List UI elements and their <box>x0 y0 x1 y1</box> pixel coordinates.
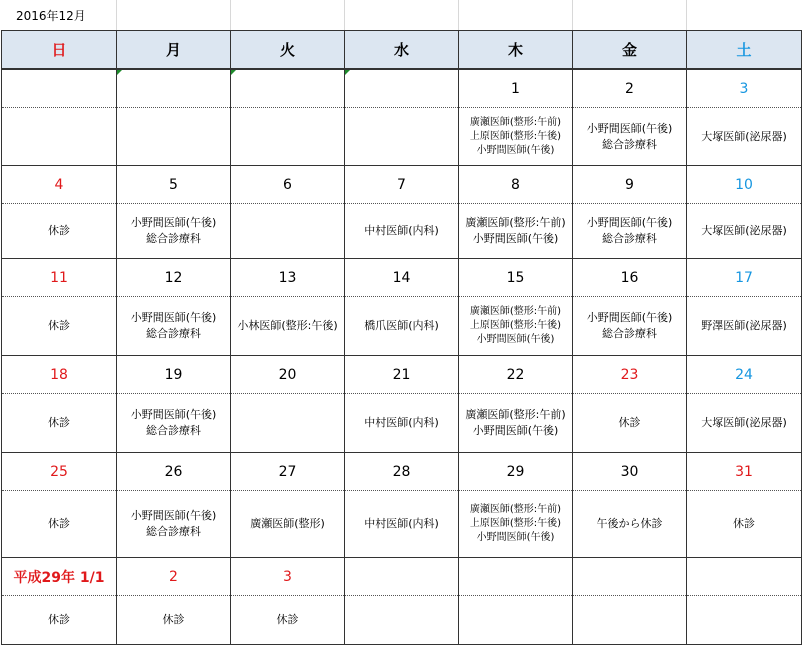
grid-line <box>458 0 459 30</box>
day-note-cell[interactable] <box>117 491 231 558</box>
week-note-row <box>2 596 802 645</box>
week-note-row <box>2 394 802 453</box>
schedule-note: 休診 <box>48 613 70 626</box>
week-day-row <box>2 453 802 491</box>
day-note-cell[interactable] <box>117 297 231 356</box>
schedule-note: 廣瀬医師(整形:午前) <box>469 504 562 515</box>
schedule-note: 大塚医師(泌尿器) <box>701 224 787 237</box>
day-number-cell[interactable] <box>2 69 117 108</box>
schedule-note: 中村医師(内科) <box>364 517 439 530</box>
schedule-note: 中村医師(内科) <box>364 416 439 429</box>
day-number: 14 <box>392 269 411 286</box>
schedule-note: 廣瀬医師(整形:午前) <box>469 116 562 128</box>
day-number-cell[interactable] <box>687 166 802 204</box>
grid-line <box>572 0 573 30</box>
weekday-header-fri: 金 <box>573 31 687 70</box>
schedule-note: 上原医師(整形:午後) <box>469 518 562 529</box>
day-note-cell[interactable] <box>2 596 117 645</box>
schedule-note: 小野間医師(午後) <box>476 144 555 156</box>
day-number: 23 <box>620 366 639 383</box>
day-number: 27 <box>278 463 297 480</box>
day-number-cell[interactable] <box>345 356 459 394</box>
schedule-note: 小野間医師(午後) <box>586 121 673 135</box>
day-note-cell[interactable] <box>687 394 802 453</box>
day-note-cell[interactable] <box>345 596 459 645</box>
day-number-cell[interactable] <box>687 356 802 394</box>
day-note-cell[interactable] <box>117 394 231 453</box>
day-number: 15 <box>506 269 525 286</box>
day-number-cell[interactable] <box>345 166 459 204</box>
day-note-cell[interactable] <box>345 204 459 259</box>
schedule-note: 上原医師(整形:午後) <box>469 130 562 142</box>
day-number: 12 <box>164 269 183 286</box>
day-number: 5 <box>169 176 178 193</box>
day-note-cell[interactable] <box>2 204 117 259</box>
day-note-cell[interactable] <box>459 491 573 558</box>
day-number-cell[interactable] <box>687 69 802 108</box>
day-note-cell[interactable] <box>2 394 117 453</box>
day-number: 25 <box>50 463 68 480</box>
day-number-cell[interactable] <box>573 356 687 394</box>
day-note-cell[interactable] <box>345 394 459 453</box>
schedule-note: 休診 <box>618 416 641 429</box>
day-number-cell[interactable] <box>573 166 687 204</box>
calendar-table <box>1 30 802 645</box>
day-number-cell[interactable] <box>459 453 573 491</box>
day-number-cell[interactable] <box>687 259 802 297</box>
day-number-cell[interactable] <box>345 453 459 491</box>
day-note-cell[interactable] <box>687 297 802 356</box>
day-note-cell[interactable] <box>231 108 345 166</box>
schedule-note: 休診 <box>276 613 299 626</box>
day-note-cell[interactable] <box>345 108 459 166</box>
day-number-cell[interactable] <box>2 453 117 491</box>
day-note-cell[interactable] <box>687 596 802 645</box>
grid-line <box>116 0 117 30</box>
day-note-cell[interactable] <box>573 394 687 453</box>
schedule-note: 休診 <box>162 613 185 626</box>
day-number: 1 <box>511 80 520 97</box>
grid-line <box>686 0 687 30</box>
schedule-note: 総合診療科 <box>602 137 657 151</box>
day-note-cell[interactable] <box>459 108 573 166</box>
day-number: 18 <box>50 366 68 383</box>
day-number-cell[interactable] <box>117 166 231 204</box>
day-number: 16 <box>620 269 639 286</box>
day-number: 29 <box>506 463 525 480</box>
day-note-cell[interactable] <box>231 491 345 558</box>
grid-line <box>344 0 345 30</box>
schedule-note: 総合診療科 <box>146 525 201 538</box>
day-number: 3 <box>739 80 749 97</box>
day-note-cell[interactable] <box>687 491 802 558</box>
day-number-cell[interactable] <box>117 558 231 596</box>
day-note-cell[interactable] <box>573 297 687 356</box>
day-number: 3 <box>283 568 292 585</box>
day-number-cell[interactable] <box>2 259 117 297</box>
week-day-row <box>2 356 802 394</box>
schedule-note: 休診 <box>48 224 70 237</box>
day-number: 8 <box>511 176 520 193</box>
day-note-cell[interactable] <box>573 204 687 259</box>
day-number-cell[interactable] <box>2 356 117 394</box>
day-number: 21 <box>392 366 411 383</box>
schedule-note: 総合診療科 <box>602 327 657 340</box>
day-note-cell[interactable] <box>345 491 459 558</box>
week-note-row <box>2 297 802 356</box>
day-number-cell[interactable] <box>459 558 573 596</box>
schedule-note: 休診 <box>733 517 755 530</box>
schedule-note: 小野間医師(午後) <box>476 334 555 345</box>
schedule-note: 小野間医師(午後) <box>130 311 217 324</box>
grid-line <box>230 0 231 30</box>
day-number: 17 <box>735 269 753 286</box>
weekday-header-row <box>2 31 802 70</box>
schedule-note: 総合診療科 <box>146 232 201 245</box>
day-number-cell[interactable] <box>459 356 573 394</box>
day-number: 31 <box>735 463 753 480</box>
day-note-cell[interactable] <box>231 394 345 453</box>
week-day-row <box>2 166 802 204</box>
weekday-header-tue: 火 <box>231 31 345 70</box>
day-number-cell[interactable] <box>117 453 231 491</box>
day-number: 28 <box>392 463 411 480</box>
week-day-row <box>2 69 802 108</box>
day-note-cell[interactable] <box>573 108 687 166</box>
day-number: 26 <box>164 463 183 480</box>
weekday-header-mon: 月 <box>117 31 231 70</box>
day-number: 19 <box>164 366 183 383</box>
schedule-note: 休診 <box>48 416 70 429</box>
day-number: 22 <box>506 366 525 383</box>
day-number: 10 <box>735 176 753 193</box>
schedule-note: 中村医師(内科) <box>364 224 439 237</box>
day-number: 30 <box>620 463 639 480</box>
schedule-note: 小野間医師(午後) <box>586 216 673 229</box>
day-number-cell[interactable] <box>573 453 687 491</box>
week-note-row <box>2 108 802 166</box>
weekday-header-sun: 日 <box>2 31 117 70</box>
day-number-cell[interactable] <box>231 259 345 297</box>
day-note-cell[interactable] <box>459 596 573 645</box>
day-number-cell[interactable] <box>117 259 231 297</box>
schedule-note: 小野間医師(午後) <box>130 509 217 522</box>
day-note-cell[interactable] <box>459 204 573 259</box>
day-number-cell[interactable] <box>231 356 345 394</box>
schedule-note: 午後から休診 <box>596 517 663 530</box>
day-number: 2 <box>169 568 178 585</box>
weekday-header-thu: 木 <box>459 31 573 70</box>
day-number: 4 <box>54 176 64 193</box>
schedule-note: 小林医師(整形:午後) <box>237 319 338 332</box>
schedule-note: 小野間医師(午後) <box>476 532 555 543</box>
schedule-note: 総合診療科 <box>146 424 201 437</box>
schedule-note: 小野間医師(午後) <box>472 424 559 437</box>
day-number: 平成29年 1/1 <box>13 569 105 586</box>
week-day-row <box>2 558 802 596</box>
day-note-cell[interactable] <box>573 596 687 645</box>
day-number-cell[interactable] <box>345 69 459 108</box>
week-day-row <box>2 259 802 297</box>
day-number: 11 <box>50 269 68 286</box>
week-note-row <box>2 204 802 259</box>
schedule-note: 小野間医師(午後) <box>472 232 559 245</box>
day-number-cell[interactable] <box>231 558 345 596</box>
comment-marker-icon <box>117 70 122 75</box>
day-note-cell[interactable] <box>573 491 687 558</box>
schedule-note: 総合診療科 <box>146 327 201 340</box>
schedule-note: 上原医師(整形:午後) <box>469 320 562 331</box>
day-number-cell[interactable] <box>459 259 573 297</box>
comment-marker-icon <box>231 70 236 75</box>
day-number: 2 <box>625 80 634 97</box>
day-note-cell[interactable] <box>687 108 802 166</box>
schedule-note: 廣瀬医師(整形:午前) <box>465 408 566 421</box>
schedule-note: 総合診療科 <box>602 232 657 245</box>
day-note-cell[interactable] <box>231 204 345 259</box>
day-note-cell[interactable] <box>2 491 117 558</box>
day-note-cell[interactable] <box>117 596 231 645</box>
day-number: 6 <box>283 176 292 193</box>
schedule-note: 廣瀬医師(整形:午前) <box>469 306 562 317</box>
schedule-note: 休診 <box>48 319 70 332</box>
weekday-header-wed: 水 <box>345 31 459 70</box>
day-note-cell[interactable] <box>231 596 345 645</box>
schedule-note: 橋爪医師(内科) <box>364 319 439 332</box>
day-number-cell[interactable] <box>2 558 117 596</box>
day-number: 13 <box>278 269 297 286</box>
calendar-body <box>2 31 802 645</box>
day-number-cell[interactable] <box>2 166 117 204</box>
schedule-note: 小野間医師(午後) <box>130 408 217 421</box>
day-number-cell[interactable] <box>687 558 802 596</box>
day-number-cell[interactable] <box>231 453 345 491</box>
schedule-note: 大塚医師(泌尿器) <box>701 416 787 429</box>
day-number-cell[interactable] <box>345 259 459 297</box>
day-number-cell[interactable] <box>231 69 345 108</box>
day-note-cell[interactable] <box>345 297 459 356</box>
schedule-note: 休診 <box>48 517 70 530</box>
day-number-cell[interactable] <box>573 69 687 108</box>
day-number-cell[interactable] <box>573 558 687 596</box>
weekday-header-sat: 土 <box>687 31 802 70</box>
day-note-cell[interactable] <box>117 204 231 259</box>
day-note-cell[interactable] <box>2 108 117 166</box>
day-number-cell[interactable] <box>117 356 231 394</box>
schedule-note: 小野間医師(午後) <box>130 216 217 229</box>
day-number-cell[interactable] <box>231 166 345 204</box>
schedule-note: 小野間医師(午後) <box>586 311 673 324</box>
day-note-cell[interactable] <box>687 204 802 259</box>
week-note-row <box>2 491 802 558</box>
schedule-note: 野澤医師(泌尿器) <box>701 319 787 332</box>
day-note-cell[interactable] <box>459 297 573 356</box>
calendar-title: 2016年12月 <box>16 9 86 23</box>
day-number-cell[interactable] <box>459 166 573 204</box>
day-note-cell[interactable] <box>117 108 231 166</box>
day-number-cell[interactable] <box>117 69 231 108</box>
day-number: 7 <box>397 176 406 193</box>
day-note-cell[interactable] <box>459 394 573 453</box>
schedule-note: 大塚医師(泌尿器) <box>701 129 787 143</box>
day-number: 9 <box>625 176 634 193</box>
day-number-cell[interactable] <box>345 558 459 596</box>
day-note-cell[interactable] <box>2 297 117 356</box>
day-number-cell[interactable] <box>573 259 687 297</box>
day-note-cell[interactable] <box>231 297 345 356</box>
comment-marker-icon <box>345 70 350 75</box>
day-number: 20 <box>278 366 297 383</box>
day-number-cell[interactable] <box>687 453 802 491</box>
day-number-cell[interactable] <box>459 69 573 108</box>
day-number: 24 <box>735 366 753 383</box>
schedule-note: 廣瀬医師(整形) <box>250 517 325 530</box>
schedule-note: 廣瀬医師(整形:午前) <box>465 216 566 229</box>
